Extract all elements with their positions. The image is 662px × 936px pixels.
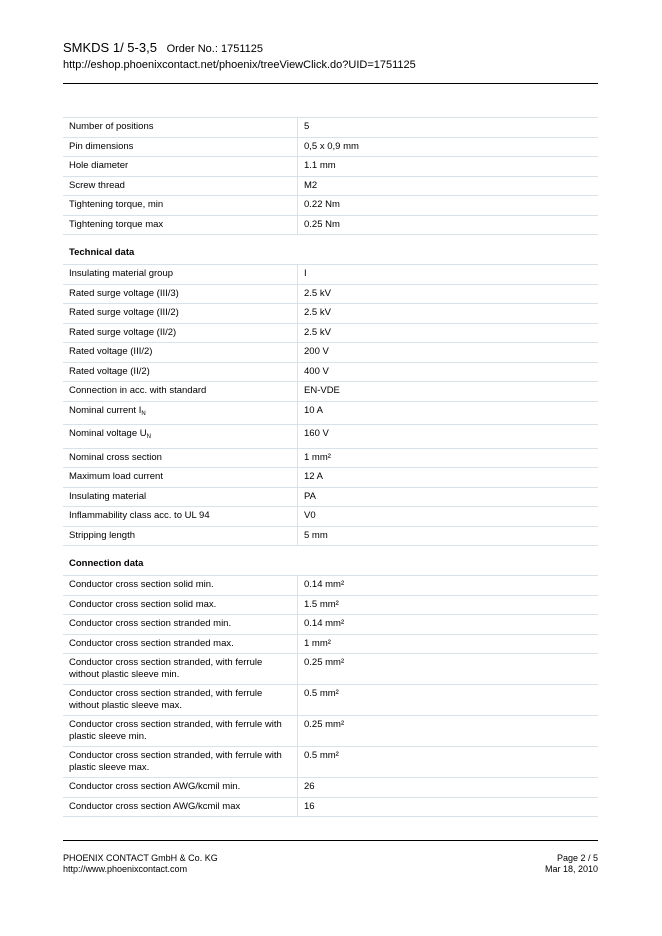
spec-label: [63, 615, 298, 635]
spec-label-text: Tightening torque max: [69, 218, 164, 230]
spec-value: 16: [298, 797, 599, 817]
table-row: [63, 265, 598, 284]
spec-label-text: Conductor cross section stranded, with ferrule without plastic sleeve min.: [69, 657, 263, 680]
spec-label-subscript: N: [141, 410, 146, 417]
spec-label: [63, 778, 298, 798]
header-divider: [63, 83, 598, 84]
spec-label-text: Hole diameter: [69, 160, 129, 171]
spec-value: 200 V: [298, 343, 599, 363]
table-row: [63, 448, 598, 468]
product-title: SMKDS 1/ 5-3,5: [63, 40, 157, 55]
table-row: [63, 654, 598, 685]
spec-label: [63, 215, 298, 235]
spec-label: [63, 343, 298, 363]
spec-label-text: Conductor cross section solid min.: [69, 579, 214, 590]
general-table: [63, 117, 598, 235]
spec-value: 0.14 mm²: [298, 615, 599, 635]
spec-label-text: Conductor cross section AWG/kcmil min.: [69, 781, 241, 792]
spec-label: [63, 576, 298, 595]
table-row: [63, 615, 598, 635]
spec-label-text: Pin dimensions: [69, 140, 134, 152]
table-row: [63, 778, 598, 798]
table-row: [63, 137, 598, 157]
spec-label-text: Nominal voltage U: [69, 428, 147, 439]
spec-label-text: Conductor cross section AWG/kcmil max: [69, 800, 241, 812]
connection-data-heading: Connection data: [63, 546, 598, 576]
spec-label: [63, 304, 298, 324]
footer-right: [545, 853, 598, 875]
spec-value: 2.5 kV: [298, 284, 599, 304]
spec-value: 160 V: [298, 425, 599, 449]
table-row: [63, 196, 598, 216]
spec-label: [63, 747, 298, 778]
spec-label-text: Rated surge voltage (II/2): [69, 326, 177, 338]
spec-label: [63, 797, 298, 817]
spec-label: [63, 196, 298, 216]
table-row: [63, 323, 598, 343]
spec-label: [63, 284, 298, 304]
connection-table: [63, 576, 598, 817]
spec-label-text: Conductor cross section stranded min.: [69, 618, 232, 629]
spec-label-text: Insulating material: [69, 490, 147, 502]
table-row: [63, 118, 598, 138]
company-website[interactable]: http://www.phoenixcontact.com: [63, 864, 188, 874]
spec-label-subscript: N: [146, 434, 151, 440]
spec-label-text: Conductor cross section stranded, with ferrule without plastic sleeve max.: [69, 688, 263, 711]
spec-label-text: Stripping length: [69, 529, 136, 541]
spec-value: 5: [298, 118, 599, 138]
spec-label: [63, 654, 298, 685]
table-row: [63, 634, 598, 654]
page-header: [63, 40, 598, 72]
order-number: Order No.: 1751125: [166, 43, 263, 55]
document-date: Mar 18, 2010: [544, 864, 598, 874]
table-row: [63, 507, 598, 527]
spec-label: [63, 595, 298, 615]
spec-label-text: Conductor cross section stranded, with ferrule with plastic sleeve max.: [69, 750, 282, 773]
spec-label: [63, 425, 298, 449]
spec-value: 2.5 kV: [298, 304, 599, 324]
table-row: [63, 215, 598, 235]
table-row: [63, 526, 598, 546]
table-row: [63, 382, 598, 402]
technical-table: [63, 265, 598, 546]
spec-value: 1 mm²: [298, 634, 599, 654]
table-row: [63, 425, 598, 449]
spec-value: 0.25 mm²: [298, 716, 599, 747]
spec-label-text: Maximum load current: [69, 471, 163, 482]
table-row: [63, 487, 598, 507]
spec-label-text: Inflammability class acc. to UL 94: [69, 510, 210, 521]
spec-label: [63, 468, 298, 488]
table-row: [63, 468, 598, 488]
spec-content: [63, 117, 598, 817]
spec-label-text: Rated voltage (III/2): [69, 346, 153, 357]
spec-label: [63, 265, 298, 284]
table-row: [63, 685, 598, 716]
spec-value: 0.22 Nm: [298, 196, 599, 216]
spec-label-text: Connection in acc. with standard: [69, 385, 207, 396]
table-row: [63, 797, 598, 817]
spec-value: 1.1 mm: [298, 157, 599, 177]
spec-label: [63, 448, 298, 468]
footer-divider: [63, 840, 598, 841]
table-row: [63, 157, 598, 177]
spec-value: EN-VDE: [298, 382, 599, 402]
technical-data-heading: Technical data: [63, 235, 598, 265]
spec-label: [63, 157, 298, 177]
spec-label-text: Insulating material group: [69, 268, 174, 279]
spec-label: [63, 382, 298, 402]
table-row: [63, 304, 598, 324]
spec-value: 1 mm²: [298, 448, 599, 468]
spec-label-text: Rated surge voltage (III/3): [69, 287, 179, 299]
spec-label: [63, 323, 298, 343]
page-number: Page 2 / 5: [556, 853, 598, 863]
spec-value: 0.5 mm²: [298, 685, 599, 716]
spec-value: 0.14 mm²: [298, 576, 599, 595]
spec-label-text: Number of positions: [69, 121, 154, 132]
spec-value: 2.5 kV: [298, 323, 599, 343]
spec-label-text: Conductor cross section solid max.: [69, 598, 217, 610]
spec-label-text: Screw thread: [69, 179, 125, 191]
spec-value: I: [298, 265, 599, 284]
spec-value: 26: [298, 778, 599, 798]
spec-label-text: Conductor cross section stranded, with ferrule with plastic sleeve min.: [69, 719, 282, 742]
spec-label: [63, 685, 298, 716]
spec-label-text: Nominal cross section: [69, 451, 162, 463]
spec-value: PA: [298, 487, 599, 507]
spec-value: 0.25 Nm: [298, 215, 599, 235]
spec-label: [63, 507, 298, 527]
spec-label: [63, 634, 298, 654]
spec-value: V0: [298, 507, 599, 527]
table-row: [63, 343, 598, 363]
spec-label-text: Nominal current I: [69, 404, 142, 416]
table-row: [63, 362, 598, 382]
spec-value: 0,5 x 0,9 mm: [298, 137, 599, 157]
spec-value: 400 V: [298, 362, 599, 382]
spec-label-text: Tightening torque, min: [69, 199, 164, 210]
table-row: [63, 176, 598, 196]
spec-label: [63, 716, 298, 747]
table-row: [63, 576, 598, 595]
spec-label-text: Rated voltage (II/2): [69, 365, 150, 377]
spec-label-text: Conductor cross section stranded max.: [69, 637, 234, 649]
spec-value: 10 A: [298, 401, 599, 425]
company-name: PHOENIX CONTACT GmbH & Co. KG: [63, 853, 218, 863]
spec-value: 1.5 mm²: [298, 595, 599, 615]
product-url[interactable]: http://eshop.phoenixcontact.net/phoenix/treeViewClick.do?UID=1751125: [63, 59, 416, 71]
spec-label: [63, 526, 298, 546]
table-row: [63, 747, 598, 778]
footer-left: [63, 853, 218, 875]
spec-label: [63, 362, 298, 382]
spec-value: 0.25 mm²: [298, 654, 599, 685]
spec-label: [63, 137, 298, 157]
spec-label-text: Rated surge voltage (III/2): [69, 307, 179, 318]
spec-label: [63, 487, 298, 507]
table-row: [63, 716, 598, 747]
title-line: [63, 40, 598, 57]
spec-value: M2: [298, 176, 599, 196]
spec-label: [63, 401, 298, 425]
spec-value: 12 A: [298, 468, 599, 488]
spec-value: 0.5 mm²: [298, 747, 599, 778]
table-row: [63, 401, 598, 425]
table-row: [63, 595, 598, 615]
table-row: [63, 284, 598, 304]
spec-label: [63, 118, 298, 138]
spec-value: 5 mm: [298, 526, 599, 546]
spec-label: [63, 176, 298, 196]
